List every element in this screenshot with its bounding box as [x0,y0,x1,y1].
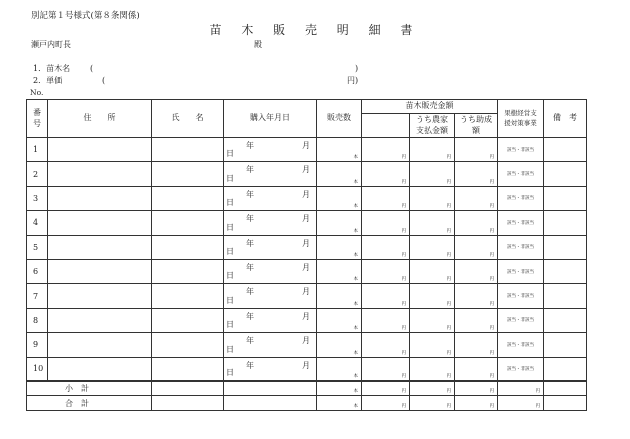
date-year-label: 年 [246,360,254,370]
sale-count-cell[interactable]: 本 [317,211,362,235]
total-amount[interactable]: 円 [362,396,410,411]
unit-price-open-paren: ( [102,76,106,85]
table-body [27,138,587,382]
date-year-label: 年 [246,336,254,346]
subtotal-count[interactable]: 本 [317,381,362,396]
date-year-label: 年 [246,238,254,248]
name-cell[interactable] [152,211,224,235]
honorific: 殿 [254,40,262,49]
date-month-label: 月 [302,141,310,150]
total-remarks [544,396,587,411]
header-subsidy [455,114,498,138]
farmer-paid-cell[interactable]: 円 [410,308,455,332]
seedling-name-label: 1．苗木名 [33,64,71,73]
subtotal-remarks [544,381,587,396]
purchase-date-cell[interactable] [224,308,317,332]
subsidy-cell[interactable]: 円 [455,138,498,162]
purchase-date-cell[interactable] [224,162,317,186]
date-day-label: 日 [226,320,234,330]
address-cell[interactable] [48,259,152,283]
farmer-paid-cell[interactable]: 円 [410,162,455,186]
sale-count-cell[interactable]: 本 [317,235,362,259]
project-applicability-cell[interactable]: 該当・非該当 [498,186,544,210]
address-cell[interactable] [48,357,152,381]
total-subsidy[interactable]: 円 [455,396,498,411]
subtotal-subsidy[interactable]: 円 [455,381,498,396]
date-day-label: 日 [226,368,234,378]
sale-count-cell[interactable]: 本 [317,162,362,186]
project-applicability-cell[interactable]: 該当・非該当 [498,235,544,259]
remarks-cell[interactable] [544,284,587,308]
sales-amount-cell[interactable]: 円 [362,235,410,259]
remarks-cell[interactable] [544,357,587,381]
table-row [27,259,587,283]
date-day-label: 日 [226,344,234,354]
date-month-label: 月 [302,189,310,199]
table-row [27,284,587,308]
address-cell[interactable] [48,333,152,357]
sales-amount-cell[interactable]: 円 [362,211,410,235]
date-day-label: 日 [226,173,234,183]
subsidy-cell[interactable]: 円 [455,357,498,381]
subsidy-cell[interactable]: 円 [455,211,498,235]
remarks-cell[interactable] [544,333,587,357]
name-cell[interactable] [152,259,224,283]
date-day-label: 日 [226,149,234,159]
sales-detail-table [26,99,587,411]
total-label: 合 計 [27,396,152,411]
table-row [27,357,587,381]
name-cell[interactable] [152,235,224,259]
remarks-cell[interactable] [544,308,587,332]
seedling-name-close-paren: ) [355,64,359,73]
table-row [27,235,587,259]
farmer-paid-cell[interactable]: 円 [410,235,455,259]
farmer-paid-cell[interactable]: 円 [410,284,455,308]
date-month-label: 月 [302,238,310,248]
project-applicability-cell[interactable]: 該当・非該当 [498,138,544,162]
date-month-label: 月 [302,165,310,175]
subtotal-date [224,381,317,396]
header-sales-amount-blank [362,114,410,138]
subtotal-label: 小 計 [27,381,152,396]
address-cell[interactable] [48,162,152,186]
date-day-label: 日 [226,222,234,232]
date-month-label: 月 [302,214,310,224]
row-number: 6 [27,259,48,283]
date-day-label: 日 [226,295,234,305]
sale-count-cell[interactable]: 本 [317,259,362,283]
date-year-label: 年 [246,287,254,297]
row-number: 1 [27,138,48,162]
purchase-date-cell[interactable] [224,333,317,357]
subtotal-farmer[interactable]: 円 [410,381,455,396]
sale-count-cell[interactable]: 本 [317,333,362,357]
header-subsidy-text: うち助成 額 [460,115,492,135]
subsidy-cell[interactable]: 円 [455,186,498,210]
sales-amount-cell[interactable]: 円 [362,357,410,381]
sale-count-cell[interactable]: 本 [317,357,362,381]
header-farmer-paid [410,114,455,138]
unit-price-close-paren: 円) [347,76,359,85]
header-number [27,100,48,138]
farmer-paid-cell[interactable]: 円 [410,186,455,210]
sales-amount-cell[interactable]: 円 [362,284,410,308]
addressee: 瀬戸内町長 [31,40,71,49]
subtotal-project[interactable]: 円 [498,381,544,396]
row-number: 8 [27,308,48,332]
sale-count-cell[interactable]: 本 [317,186,362,210]
farmer-paid-cell[interactable]: 円 [410,211,455,235]
row-number: 3 [27,186,48,210]
remarks-cell[interactable] [544,138,587,162]
name-cell[interactable] [152,186,224,210]
date-day-label: 日 [226,198,234,208]
subtotal-row [27,381,587,396]
project-applicability-cell[interactable]: 該当・非該当 [498,308,544,332]
remarks-cell[interactable] [544,235,587,259]
sales-amount-cell[interactable]: 円 [362,186,410,210]
remarks-cell[interactable] [544,211,587,235]
document-title: 苗 木 販 売 明 細 書 [209,23,421,37]
purchase-date-cell[interactable] [224,235,317,259]
row-number: 2 [27,162,48,186]
seedling-name-open-paren: ( [90,64,94,73]
row-number: 7 [27,284,48,308]
table-row [27,186,587,210]
summary-body [27,381,587,410]
table-row [27,333,587,357]
header-remarks: 備 考 [544,100,587,138]
sales-amount-cell[interactable]: 円 [362,162,410,186]
purchase-date-cell[interactable] [224,259,317,283]
sales-amount-cell[interactable]: 円 [362,333,410,357]
table-row [27,308,587,332]
table-row [27,211,587,235]
project-applicability-cell[interactable]: 該当・非該当 [498,357,544,381]
project-applicability-cell[interactable]: 該当・非該当 [498,259,544,283]
sale-count-cell[interactable]: 本 [317,284,362,308]
row-number: 9 [27,333,48,357]
sales-amount-cell[interactable]: 円 [362,308,410,332]
name-cell[interactable] [152,162,224,186]
purchase-date-cell[interactable] [224,138,317,162]
subsidy-cell[interactable]: 円 [455,308,498,332]
sales-amount-cell[interactable]: 円 [362,138,410,162]
form-label: 別記第１号様式(第８条関係) [31,11,140,21]
sale-count-cell[interactable]: 本 [317,138,362,162]
name-cell[interactable] [152,138,224,162]
date-month-label: 月 [302,287,310,297]
unit-price-label: 2．単価 [33,76,63,85]
total-project[interactable]: 円 [498,396,544,411]
address-cell[interactable] [48,308,152,332]
header-project [498,100,544,138]
total-farmer[interactable]: 円 [410,396,455,411]
date-month-label: 月 [302,311,310,321]
header-project-text: 果樹経営支 援対策事業 [504,109,537,127]
remarks-cell[interactable] [544,186,587,210]
name-cell[interactable] [152,357,224,381]
date-month-label: 月 [302,262,310,272]
date-year-label: 年 [246,141,254,150]
total-row [27,396,587,411]
header-name: 氏 名 [152,100,224,138]
subsidy-cell[interactable]: 円 [455,259,498,283]
table-row [27,138,587,162]
date-year-label: 年 [246,311,254,321]
table-row [27,162,587,186]
address-cell[interactable] [48,284,152,308]
date-day-label: 日 [226,271,234,281]
header-number-text: 番 号 [33,108,41,128]
header-purchase-date: 購入年月日 [224,100,317,138]
row-number: 4 [27,211,48,235]
header-farmer-paid-text: うち農家 支払金額 [416,115,448,135]
project-applicability-cell[interactable]: 該当・非該当 [498,333,544,357]
date-month-label: 月 [302,336,310,346]
subtotal-amount[interactable]: 円 [362,381,410,396]
address-cell[interactable] [48,186,152,210]
date-year-label: 年 [246,214,254,224]
subtotal-name [152,381,224,396]
header-sale-count: 販売数 [317,100,362,138]
header-sales-amount: 苗木販売金額 [362,100,498,114]
purchase-date-cell[interactable] [224,211,317,235]
address-cell[interactable] [48,138,152,162]
number-label: No. [30,88,44,97]
row-number: 5 [27,235,48,259]
project-applicability-cell[interactable]: 該当・非該当 [498,284,544,308]
total-name [152,396,224,411]
total-count[interactable]: 本 [317,396,362,411]
date-year-label: 年 [246,165,254,175]
sales-amount-cell[interactable]: 円 [362,259,410,283]
subsidy-cell[interactable]: 円 [455,333,498,357]
name-cell[interactable] [152,284,224,308]
remarks-cell[interactable] [544,162,587,186]
total-date [224,396,317,411]
farmer-paid-cell[interactable]: 円 [410,357,455,381]
project-applicability-cell[interactable]: 該当・非該当 [498,211,544,235]
project-applicability-cell[interactable]: 該当・非該当 [498,162,544,186]
date-year-label: 年 [246,189,254,199]
address-cell[interactable] [48,211,152,235]
header-address: 住 所 [48,100,152,138]
name-cell[interactable] [152,308,224,332]
farmer-paid-cell[interactable]: 円 [410,259,455,283]
sale-count-cell[interactable]: 本 [317,308,362,332]
row-number: 10 [27,357,48,381]
name-cell[interactable] [152,333,224,357]
subsidy-cell[interactable]: 円 [455,284,498,308]
farmer-paid-cell[interactable]: 円 [410,138,455,162]
address-cell[interactable] [48,235,152,259]
date-month-label: 月 [302,360,310,370]
purchase-date-cell[interactable] [224,357,317,381]
purchase-date-cell[interactable] [224,186,317,210]
subsidy-cell[interactable]: 円 [455,162,498,186]
farmer-paid-cell[interactable]: 円 [410,333,455,357]
remarks-cell[interactable] [544,259,587,283]
date-year-label: 年 [246,262,254,272]
subsidy-cell[interactable]: 円 [455,235,498,259]
purchase-date-cell[interactable] [224,284,317,308]
date-day-label: 日 [226,246,234,256]
